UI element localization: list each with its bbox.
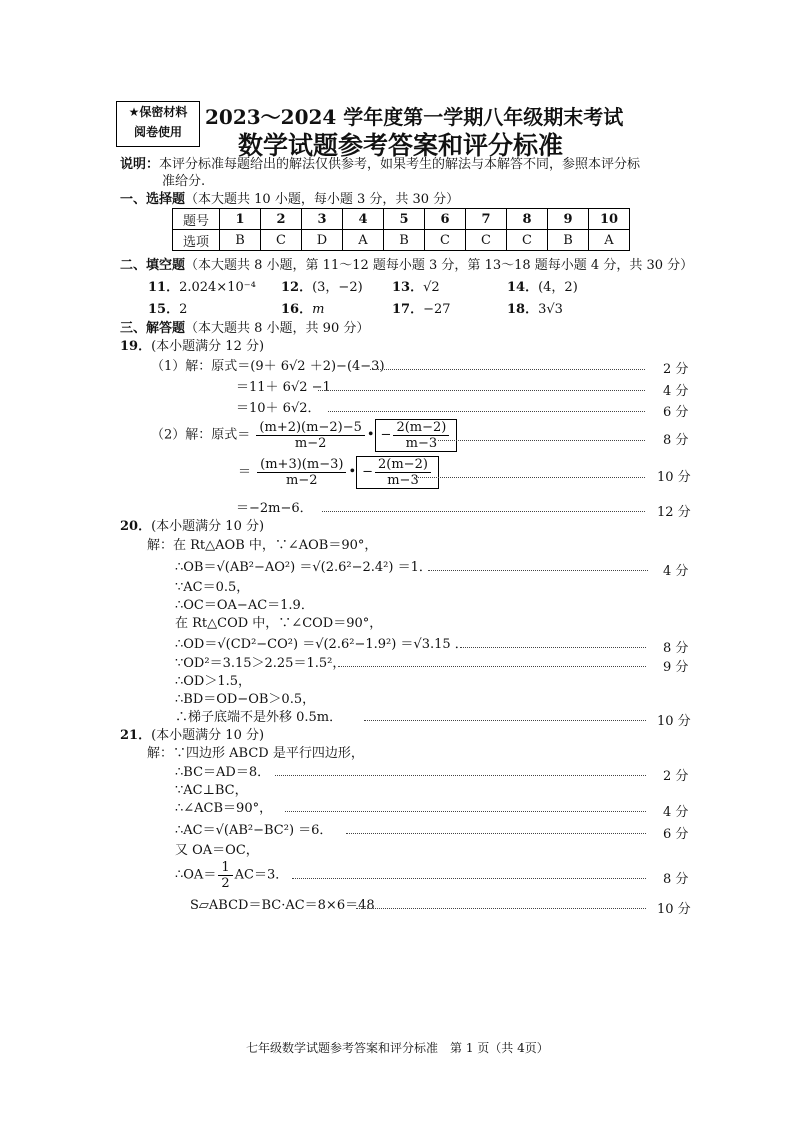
q19-line-7: ＝−2m−6． [236,501,313,516]
fill-item-18 [507,302,563,318]
fraction [218,860,232,891]
table-cell: 8 [507,209,548,230]
fill-item-13 [392,280,440,296]
q21-heading [120,728,264,744]
exam-title: 2023～2024 学年度第一学期八年级期末考试 [205,105,624,129]
leader-dots [338,666,646,667]
score-label: 4 分 [663,384,689,399]
q20-line: ∵AC＝0.5， [175,580,250,595]
fill-item-16 [281,302,324,318]
confidential-badge [116,101,200,147]
badge-line-2: 阅卷使用 [133,125,182,139]
leader-dots [438,440,645,441]
q20-line: 解：在 Rt△AOB 中，∵∠AOB＝90°， [147,538,378,553]
question-number: 19． [120,339,152,354]
leader-dots [322,511,645,512]
score-label: 4 分 [663,805,689,820]
table-cell: 7 [466,209,507,230]
q21-line: ∴∠ACB＝90°， [175,801,273,816]
score-label: 10 分 [657,714,691,729]
formula: (9＋ 6√2 ＋2)−(4−3) [250,359,385,374]
q20-line: ∴梯子底端不是外移 0.5m． [175,710,343,725]
score-label: 8 分 [663,641,689,656]
score-label: 10 分 [657,470,691,485]
leader-dots [370,369,645,370]
page-footer: 七年级数学试题参考答案和评分标准 第 1 页（共 4页） [246,1041,549,1055]
fill-item-14 [507,280,578,296]
part-label: （1）解：原式＝ [151,359,251,374]
leader-dots [460,647,646,648]
item-answer: (3，−2) [312,280,363,295]
leader-dots [285,811,646,812]
badge-line-1: ★保密材料 [128,105,188,119]
score-label: 4 分 [663,564,689,579]
item-number: 16． [281,302,313,317]
minus-sign: − [362,464,374,480]
table-header-cell: 选项 [173,230,220,251]
item-number: 14． [507,280,539,295]
table-cell: 5 [384,209,425,230]
q21-line: 又 OA＝OC， [175,843,259,858]
table-cell: 2 [261,209,302,230]
section-1-title: 一、选择题 [120,192,186,207]
table-cell: B [548,230,589,251]
question-note: (本小题满分 10 分) [151,728,265,743]
note-label: 说明： [120,157,160,172]
bracket [375,419,458,452]
score-label: 8 分 [663,872,689,887]
question-note: (本小题满分 12 分) [151,339,265,354]
table-cell: C [466,230,507,251]
formula-prefix: ∴OA＝ [175,867,217,883]
item-answer: 3√3 [538,302,563,317]
answer-table [172,208,630,251]
section-2-desc: （本大题共 8 小题，第 11～12 题每小题 3 分，第 13～18 题每小题 4 分，共 30 分） [185,258,694,273]
score-label: 9 分 [663,660,689,675]
section-2-heading [120,258,693,274]
note-line-2: 准给分. [162,174,206,189]
q19-line-5 [238,456,439,492]
table-cell: A [343,230,384,251]
leader-dots [428,570,648,571]
part-label: （2）解：原式＝ [151,427,251,443]
numerator: 2(m−2) [375,457,431,473]
q21-line: ∴AC＝√(AB²−BC²) ＝6． [175,823,333,838]
table-cell: C [507,230,548,251]
leader-dots [328,411,645,412]
item-answer: 2.024×10⁻⁴ [179,280,256,295]
fraction [393,420,449,451]
multiply-dot: • [348,464,357,480]
denominator: 2 [221,876,230,891]
section-3-desc: （本大题共 8 小题，共 90 分） [185,321,370,336]
table-header-cell: 题号 [173,209,220,230]
q20-line: ∴OD＝√(CD²−CO²) ＝√(2.6²−1.9²) ＝√3.15 ． [175,637,468,652]
minus-sign: − [380,427,392,443]
q19-heading [120,339,264,355]
q21-line: S▱ABCD＝BC·AC＝8×6＝48 [190,898,375,913]
score-label: 2 分 [663,362,689,377]
score-label: 6 分 [663,405,689,420]
table-cell: D [302,230,343,251]
leader-dots [275,775,646,776]
numerator: 2(m−2) [393,420,449,436]
table-row [173,209,630,230]
item-answer: −27 [423,302,451,317]
denominator: m−3 [387,473,419,488]
item-number: 15． [148,302,180,317]
q21-line: ∵AC⊥BC， [175,783,248,798]
section-3-heading [120,321,369,337]
fill-item-17 [392,302,451,318]
q20-line: ∴OC＝OA−AC＝1.9． [175,598,314,613]
q20-line: ∴OB＝√(AB²−AO²) ＝√(2.6²−2.4²) ＝1． [175,560,432,575]
table-cell: 6 [425,209,466,230]
score-label: 2 分 [663,769,689,784]
note [120,157,640,173]
section-1-heading [120,192,459,208]
table-cell: 3 [302,209,343,230]
numerator: (m+3)(m−3) [257,457,346,473]
table-cell: 4 [343,209,384,230]
fraction [256,420,364,451]
q19-line-3: ＝10＋ 6√2． [236,401,321,416]
score-label: 6 分 [663,827,689,842]
q20-line: ∵OD²＝3.15＞2.25＝1.5²， [175,656,346,671]
q21-oa-line [175,860,288,892]
table-cell: 10 [589,209,630,230]
q20-line: ∴BD＝OD−OB＞0.5， [175,692,316,707]
table-cell: A [589,230,630,251]
fill-item-11 [148,280,256,296]
item-number: 12． [281,280,313,295]
leader-dots [318,390,645,391]
fraction [257,457,346,488]
score-label: 8 分 [663,433,689,448]
item-number: 13． [392,280,424,295]
table-cell: B [220,230,261,251]
table-row [173,230,630,251]
numerator: 1 [218,860,232,876]
leader-dots [356,908,646,909]
fill-item-15 [148,302,187,318]
q19-line-1 [151,359,385,375]
item-number: 11． [148,280,180,295]
denominator: m−2 [286,473,318,488]
fraction [375,457,431,488]
item-answer: (4，2) [538,280,578,295]
score-label: 10 分 [657,902,691,917]
score-label: 12 分 [657,505,691,520]
numerator: (m+2)(m−2)−5 [256,420,364,436]
item-answer: m [312,302,325,317]
denominator: m−2 [294,436,327,451]
document-title: 数学试题参考答案和评分标准 [238,131,564,160]
q19-line-2: ＝11＋ 6√2 −1 [236,380,331,395]
multiply-dot: • [366,427,375,443]
fill-item-12 [281,280,363,296]
item-answer: √2 [423,280,440,295]
q20-line: 在 Rt△COD 中，∵∠COD＝90°， [175,616,383,631]
q20-heading [120,519,264,535]
q21-line: 解：∵四边形 ABCD 是平行四边形， [147,746,364,761]
question-number: 20． [120,519,152,534]
table-cell: C [261,230,302,251]
table-cell: B [384,230,425,251]
formula-suffix: AC＝3． [234,867,289,883]
bracket [356,456,439,489]
equals-sign: ＝ [238,464,252,480]
item-answer: 2 [179,302,188,317]
table-cell: C [425,230,466,251]
leader-dots [364,720,646,721]
q20-line: ∴OD＞1.5， [175,674,252,689]
leader-dots [292,878,646,879]
item-number: 17． [392,302,424,317]
table-cell: 1 [220,209,261,230]
q19-line-4 [151,419,457,455]
item-number: 18． [507,302,539,317]
section-1-desc: （本大题共 10 小题，每小题 3 分，共 30 分） [185,192,460,207]
leader-dots [414,477,645,478]
q21-line: ∴BC＝AD＝8． [175,765,271,780]
section-2-title: 二、填空题 [120,258,186,273]
note-line-1: 本评分标准每题给出的解法仅供参考，如果考生的解法与本解答不同，参照本评分标 [159,157,641,172]
leader-dots [346,833,646,834]
question-number: 21． [120,728,152,743]
question-note: (本小题满分 10 分) [151,519,265,534]
denominator: m−3 [405,436,438,451]
section-3-title: 三、解答题 [120,321,186,336]
table-cell: 9 [548,209,589,230]
